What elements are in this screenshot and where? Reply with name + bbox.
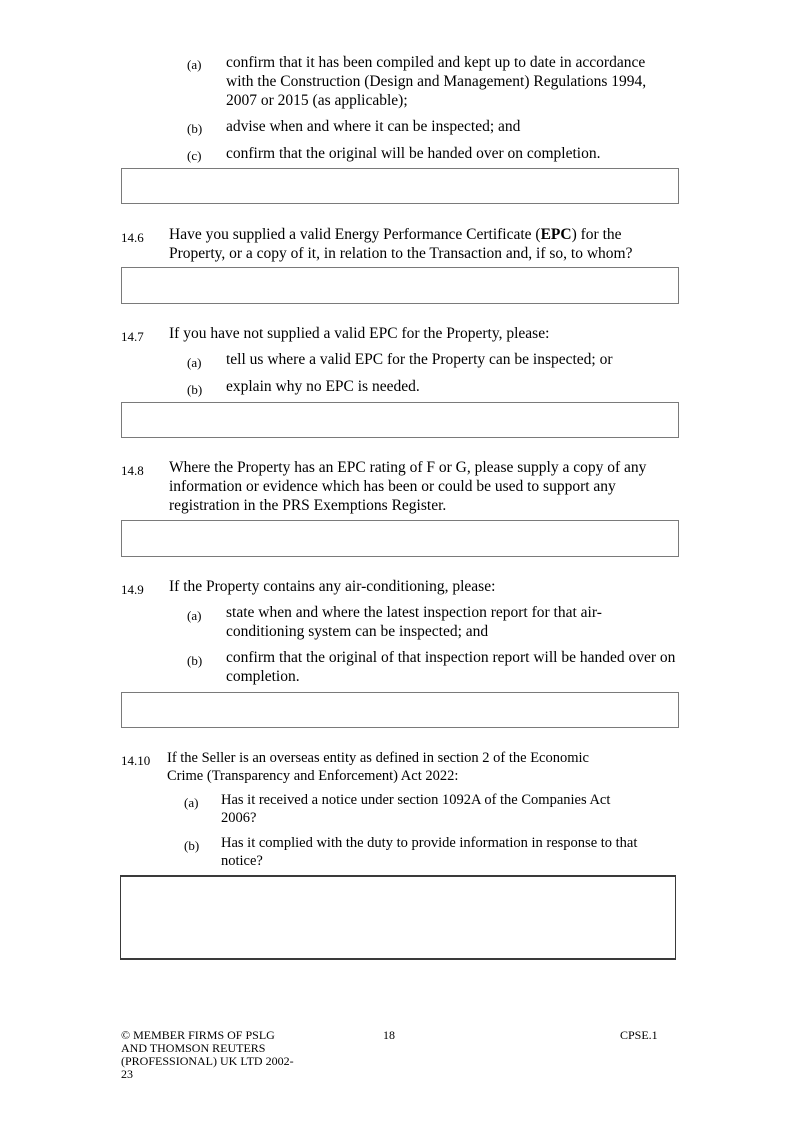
footer-document-code: CPSE.1	[620, 1028, 658, 1042]
item-text-14-10-a: Has it received a notice under section 1092A of the Companies Act 2006?	[221, 792, 611, 826]
answer-box-14-9[interactable]	[121, 692, 679, 728]
item-label-a: (a)	[187, 57, 202, 72]
footer-copyright: © MEMBER FIRMS OF PSLG AND THOMSON REUTERS (PROFESSIONAL) UK LTD 2002-23	[121, 1028, 294, 1081]
item-text-14-7-a: tell us where a valid EPC for the Property can be inspected; or	[226, 351, 613, 368]
question-number-14-9: 14.9	[121, 582, 144, 597]
answer-box-14-6[interactable]	[121, 267, 679, 304]
item-label-14-9-b: (b)	[187, 653, 203, 668]
item-text-c: confirm that the original will be handed over on completion.	[226, 145, 601, 162]
question-number-14-6: 14.6	[121, 230, 144, 245]
answer-box-14-10[interactable]	[120, 875, 676, 960]
question-text-14-7: If you have not supplied a valid EPC for the Property, please:	[169, 325, 550, 342]
answer-box-14-7[interactable]	[121, 402, 679, 438]
item-text-14-9-b: confirm that the original of that inspection report will be handed over on completion.	[226, 649, 676, 685]
item-label-14-9-a: (a)	[187, 608, 202, 623]
question-text-14-8: Where the Property has an EPC rating of F or G, please supply a copy of any information or evidence which has been or could be used to support any registration in the PRS Exemptions Register.	[169, 459, 647, 514]
item-text-14-7-b: explain why no EPC is needed.	[226, 378, 420, 395]
question-number-14-8: 14.8	[121, 463, 144, 478]
item-label-14-10-a: (a)	[184, 795, 199, 810]
answer-box-14-8[interactable]	[121, 520, 679, 557]
question-text-14-10: If the Seller is an overseas entity as defined in section 2 of the Economic Crime (Transparency and Enforcement) Act 2022:	[167, 750, 589, 784]
item-label-14-10-b: (b)	[184, 838, 200, 853]
item-label-14-7-a: (a)	[187, 355, 202, 370]
question-text-14-9: If the Property contains any air-conditioning, please:	[169, 578, 496, 595]
item-text-a: confirm that it has been compiled and kept up to date in accordance with the Construction (Design and Management) Regulations 1994, 2007 or 2015 (as applicable);	[226, 54, 647, 109]
question-number-14-10: 14.10	[121, 753, 151, 768]
answer-box-14-5[interactable]	[121, 168, 679, 204]
item-label-b: (b)	[187, 121, 203, 136]
item-text-b: advise when and where it can be inspected; and	[226, 118, 521, 135]
question-text-14-6: Have you supplied a valid Energy Performance Certificate (EPC) for the Property, or a copy of it, in relation to the Transaction and, if so, to whom?	[169, 226, 633, 262]
item-label-c: (c)	[187, 148, 202, 163]
item-label-14-7-b: (b)	[187, 382, 203, 397]
item-text-14-10-b: Has it complied with the duty to provide information in response to that notice?	[221, 835, 638, 869]
question-number-14-7: 14.7	[121, 329, 144, 344]
item-text-14-9-a: state when and where the latest inspection report for that air-conditioning system can be inspected; and	[226, 604, 602, 640]
footer-page-number: 18	[383, 1028, 395, 1042]
